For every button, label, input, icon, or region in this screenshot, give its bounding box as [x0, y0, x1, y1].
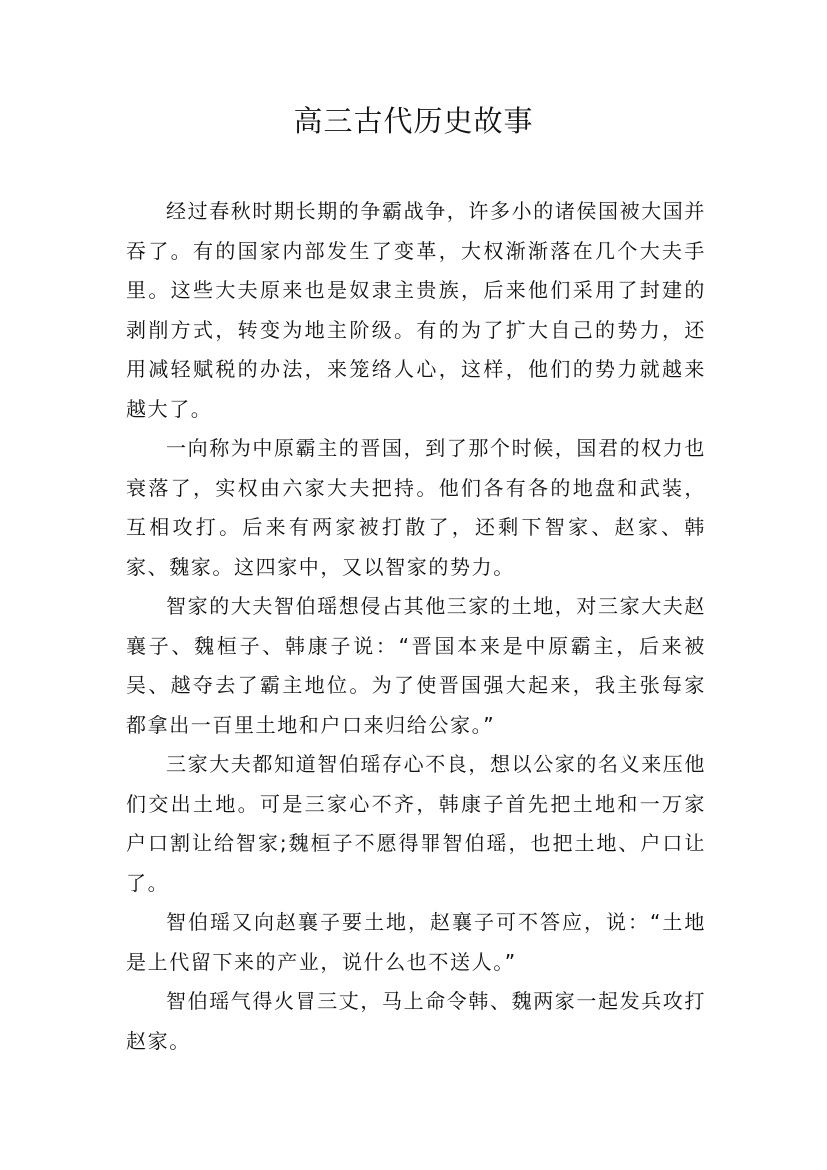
document-body — [126, 192, 706, 1061]
paragraph-6: 智伯瑶气得火冒三丈，马上命令韩、魏两家一起发兵攻打赵家。 — [126, 989, 706, 1053]
paragraph-2: 一向称为中原霸主的晋国，到了那个时候，国君的权力也衰落了，实权由六家大夫把持。他们各有各的地盘和武装，互相攻打。后来有两家被打散了，还剩下智家、赵家、韩家、魏家。这四家中，又以智家的势力。 — [126, 436, 706, 579]
paragraph-1: 经过春秋时期长期的争霸战争，许多小的诸侯国被大国并吞了。有的国家内部发生了变革，大权渐渐落在几个大夫手里。这些大夫原来也是奴隶主贵族，后来他们采用了封建的剥削方式，转变为地主阶级。有的为了扩大自己的势力，还用减轻赋税的办法，来笼络人心，这样，他们的势力就越来越大了。 — [126, 199, 706, 421]
paragraph-3: 智家的大夫智伯瑶想侵占其他三家的土地，对三家大夫赵襄子、魏桓子、韩康子说：“晋国本来是中原霸主，后来被吴、越夺去了霸主地位。为了使晋国强大起来，我主张每家都拿出一百里土地和户口来归给公家。” — [126, 594, 706, 737]
paragraph-4: 三家大夫都知道智伯瑶存心不良，想以公家的名义来压他们交出土地。可是三家心不齐，韩康子首先把土地和一万家户口割让给智家;魏桓子不愿得罪智伯瑶，也把土地、户口让了。 — [126, 752, 706, 895]
paragraph-5: 智伯瑶又向赵襄子要土地，赵襄子可不答应，说：“土地是上代留下来的产业，说什么也不送人。” — [126, 910, 706, 974]
document-title: 高三古代历史故事 — [293, 104, 534, 138]
